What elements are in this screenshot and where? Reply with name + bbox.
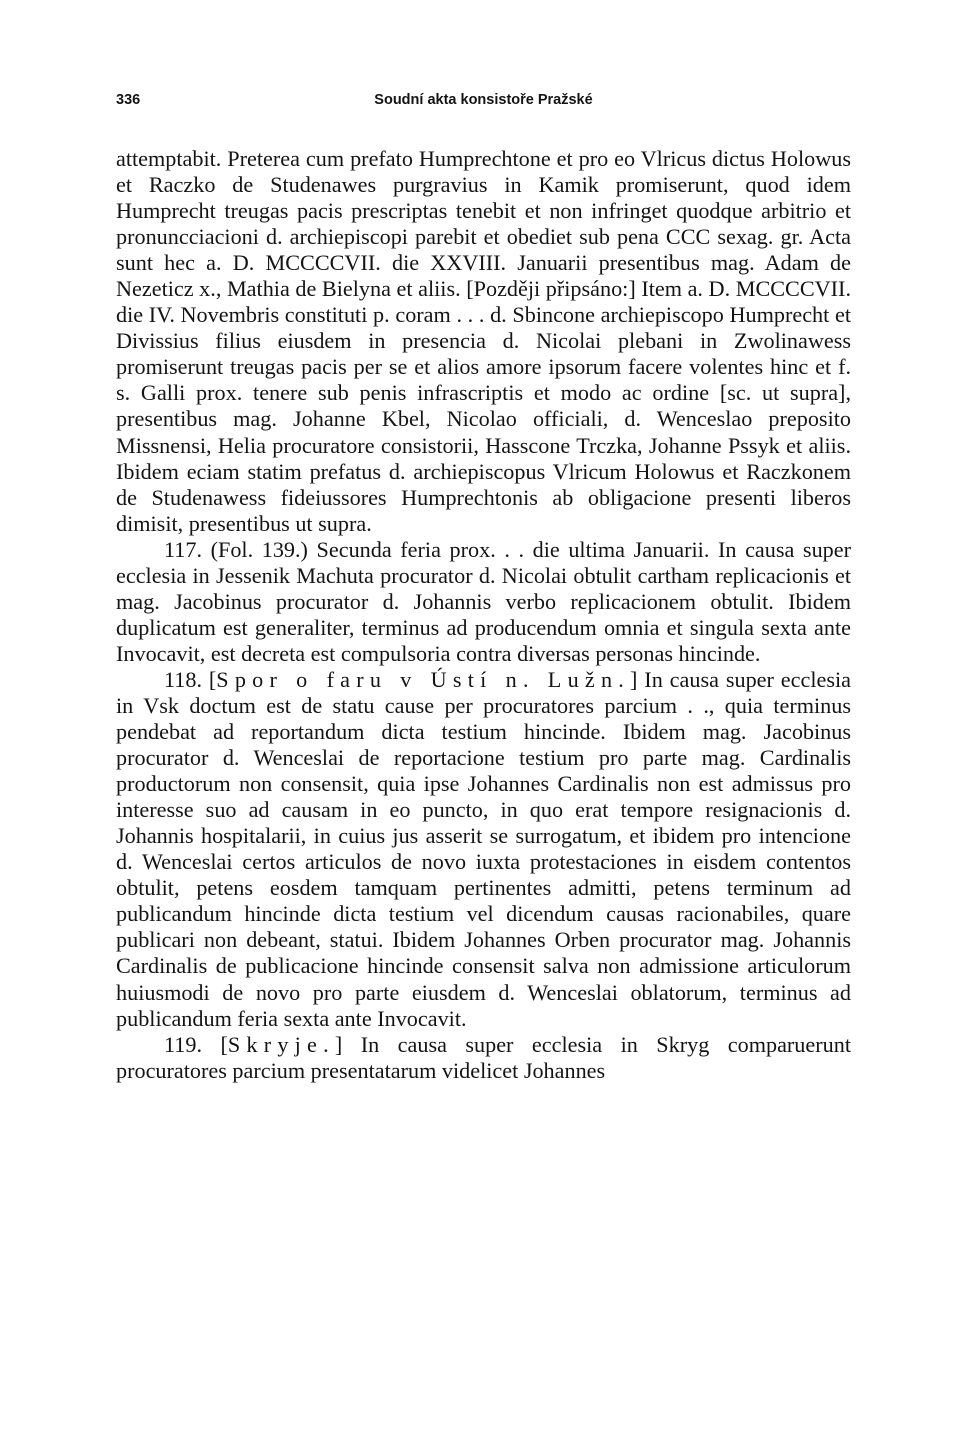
paragraph-119-heading: Skryje. [227, 1031, 335, 1057]
paragraph-119 [116, 1032, 851, 1084]
page-number: 336 [116, 92, 141, 108]
paragraph-118-heading: Spor o faru v Ústí n. Lužn. [216, 666, 631, 692]
paragraph-119-text: ] In causa super ecclesia in Skryg comparuerunt procuratores parcium presentatarum videlicet Johannes [116, 1031, 851, 1083]
paragraph-118-prefix: 118. [ [164, 666, 217, 692]
paragraph-117: 117. (Fol. 139.) Secunda feria prox. . . die ultima Januarii. In causa super ecclesia in Jessenik Machuta procurator d. Nicolai obtulit cartham replicacionis et mag. Jacobinus procurator d. Johannis verbo replicacionem obtulit. Ibidem duplicatum est generaliter, terminus ad producendum omnia et singula sexta ante Invocavit, est decreta est compulsoria contra diversas personas hincinde. [116, 536, 851, 666]
paragraph-119-prefix: 119. [ [164, 1031, 228, 1057]
document-body [116, 146, 851, 1084]
paragraph-118-text: ] In causa super ecclesia in Vsk doctum est de statu cause per procuratores parcium . ., quia terminus pendebat ad reportandum dicta testium hincinde. Ibidem mag. Jacobinus procurator d. Wenceslai de reportacione testium pro parte mag. Cardinalis productorum non consensit, quia ipse Johannes Cardinalis non est admissus pro interesse suo ad causam in eo puncto, in quo erat tempore resignacionis d. Johannis hospitalarii, in cuius jus asserit se surrogatum, et ibidem pro intencione d. Wenceslai certos articulos de novo iuxta protestaciones in eisdem contentos obtulit, petens eosdem tamquam pertinentes admitti, petens terminum ad publicandum hincinde dicta testium vel dicendum causas racionabiles, quare publicari non debeant, statui. Ibidem Johannes Orben procurator mag. Johannis Cardinalis de publicacione hincinde consensit salva non admissione articulorum huiusmodi de novo pro parte eiusdem d. Wenceslai oblatorum, terminus ad publicandum feria sexta ante Invocavit. [116, 666, 851, 1031]
paragraph-118 [116, 667, 851, 1032]
running-title: Soudní akta konsistoře Pražské [374, 92, 593, 108]
document-page [116, 88, 851, 1084]
paragraph-continuation: attemptabit. Preterea cum prefato Humprechtone et pro eo Vlricus dictus Holowus et Raczko de Studenawes purgravius in Kamik promiserunt, quod idem Humprecht treugas pacis prescriptas tenebit et non infringet quodque arbitrio et pronuncciacioni d. archiepiscopi parebit et obediet sub pena CCC sexag. gr. Acta sunt hec a. D. MCCCCVII. die XXVIII. Januarii presentibus mag. Adam de Nezeticz x., Mathia de Bielyna et aliis. [Později připsáno:] Item a. D. MCCCCVII. die IV. Novembris constituti p. coram . . . d. Sbincone archiepiscopo Humprecht et Divissius filius eiusdem in presencia d. Nicolai plebani in Zwolinawess promiserunt treugas pacis per se et alios amore ipsorum facere volentes hinc et f. s. Galli prox. tenere sub penis infrascriptis et modo ac ordine [sc. ut supra], presentibus mag. Johanne Kbel, Nicolao officiali, d. Wenceslao preposito Missnensi, Helia procuratore consistorii, Hasscone Trczka, Johanne Pssyk et aliis. Ibidem eciam statim prefatus d. archiepiscopus Vlricum Holowus et Raczkonem de Studenawess fideiussores Humprechtonis ab obligacione presenti liberos dimisit, presentibus ut supra. [116, 146, 851, 536]
running-header [116, 88, 851, 118]
